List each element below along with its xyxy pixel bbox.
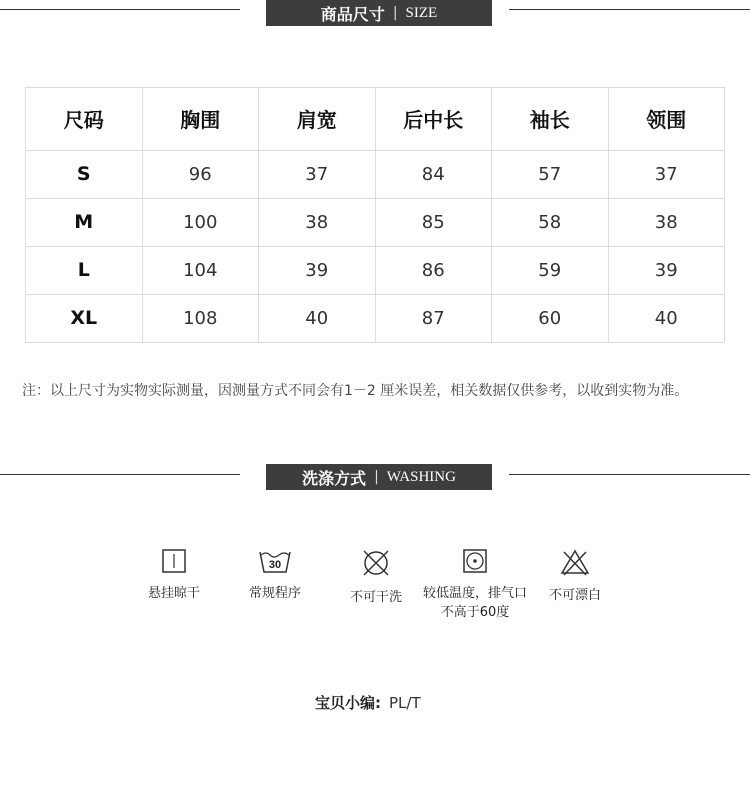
table-cell: 87 (375, 294, 492, 342)
header-sleeve: 袖长 (492, 88, 609, 151)
header-collar: 领围 (608, 88, 725, 151)
header-chest: 胸围 (142, 88, 259, 151)
header-back-length: 后中长 (375, 88, 492, 151)
table-cell: 39 (608, 246, 725, 294)
table-row (26, 198, 725, 246)
size-cell: XL (26, 294, 143, 342)
washing-label: 常规程序 (248, 586, 301, 601)
table-cell: 60 (492, 294, 609, 342)
table-cell: 37 (608, 150, 725, 198)
washing-label: 不可干洗 (349, 590, 402, 605)
size-title-en: SIZE (405, 4, 438, 21)
table-cell: 104 (142, 246, 259, 294)
table-cell: 38 (259, 198, 376, 246)
size-title-cn: 商品尺寸 (320, 4, 385, 24)
table-row (26, 294, 725, 342)
table-cell: 39 (259, 246, 376, 294)
wash-30-icon (258, 548, 292, 574)
washing-divider-left (0, 474, 240, 475)
table-row (26, 246, 725, 294)
washing-item-tumble-dry (420, 548, 530, 622)
header-shoulder: 肩宽 (259, 88, 376, 151)
fabric-value: PL/T (389, 694, 421, 712)
size-table (25, 87, 725, 343)
washing-section-banner (266, 464, 492, 490)
washing-label: 较低温度，排气口不高于60度 (423, 586, 528, 620)
size-cell: S (26, 150, 143, 198)
size-cell: M (26, 198, 143, 246)
table-cell: 38 (608, 198, 725, 246)
table-cell: 58 (492, 198, 609, 246)
table-cell: 84 (375, 150, 492, 198)
wash-temperature-label: 30 (268, 559, 282, 571)
table-cell: 85 (375, 198, 492, 246)
table-cell: 86 (375, 246, 492, 294)
washing-label: 悬挂晾干 (147, 586, 200, 601)
table-cell: 100 (142, 198, 259, 246)
washing-label: 不可漂白 (548, 588, 601, 603)
table-cell: 37 (259, 150, 376, 198)
size-title-divider: | (392, 5, 398, 21)
header-size: 尺码 (26, 88, 143, 151)
no-bleach-icon (560, 548, 590, 576)
table-cell: 57 (492, 150, 609, 198)
size-section-banner (266, 0, 492, 26)
no-dry-clean-icon (361, 548, 391, 578)
washing-item-no-dry-clean (321, 548, 431, 607)
washing-item-wash-30 (220, 548, 330, 603)
size-divider-right (509, 9, 750, 10)
washing-title-en: WASHING (386, 468, 456, 485)
size-divider-left (0, 9, 240, 10)
washing-title-divider: | (374, 469, 379, 485)
table-cell: 40 (259, 294, 376, 342)
table-cell: 96 (142, 150, 259, 198)
washing-divider-right (509, 474, 750, 475)
washing-item-hang-dry (119, 548, 229, 603)
table-cell: 108 (142, 294, 259, 342)
fabric-info (315, 692, 421, 713)
table-cell: 59 (492, 246, 609, 294)
measurement-note: 注：以上尺寸为实物实际测量，因测量方式不同会有1－2 厘米误差，相关数据仅供参考，以收到实物为准。 (22, 383, 689, 399)
washing-item-no-bleach (520, 548, 630, 605)
table-header-row (26, 88, 725, 151)
table-row (26, 150, 725, 198)
hang-dry-icon (161, 548, 187, 574)
washing-title-cn: 洗涤方式 (302, 468, 367, 488)
table-cell: 40 (608, 294, 725, 342)
fabric-label: 宝贝小编: (315, 694, 381, 712)
size-cell: L (26, 246, 143, 294)
tumble-dry-low-icon (462, 548, 488, 574)
